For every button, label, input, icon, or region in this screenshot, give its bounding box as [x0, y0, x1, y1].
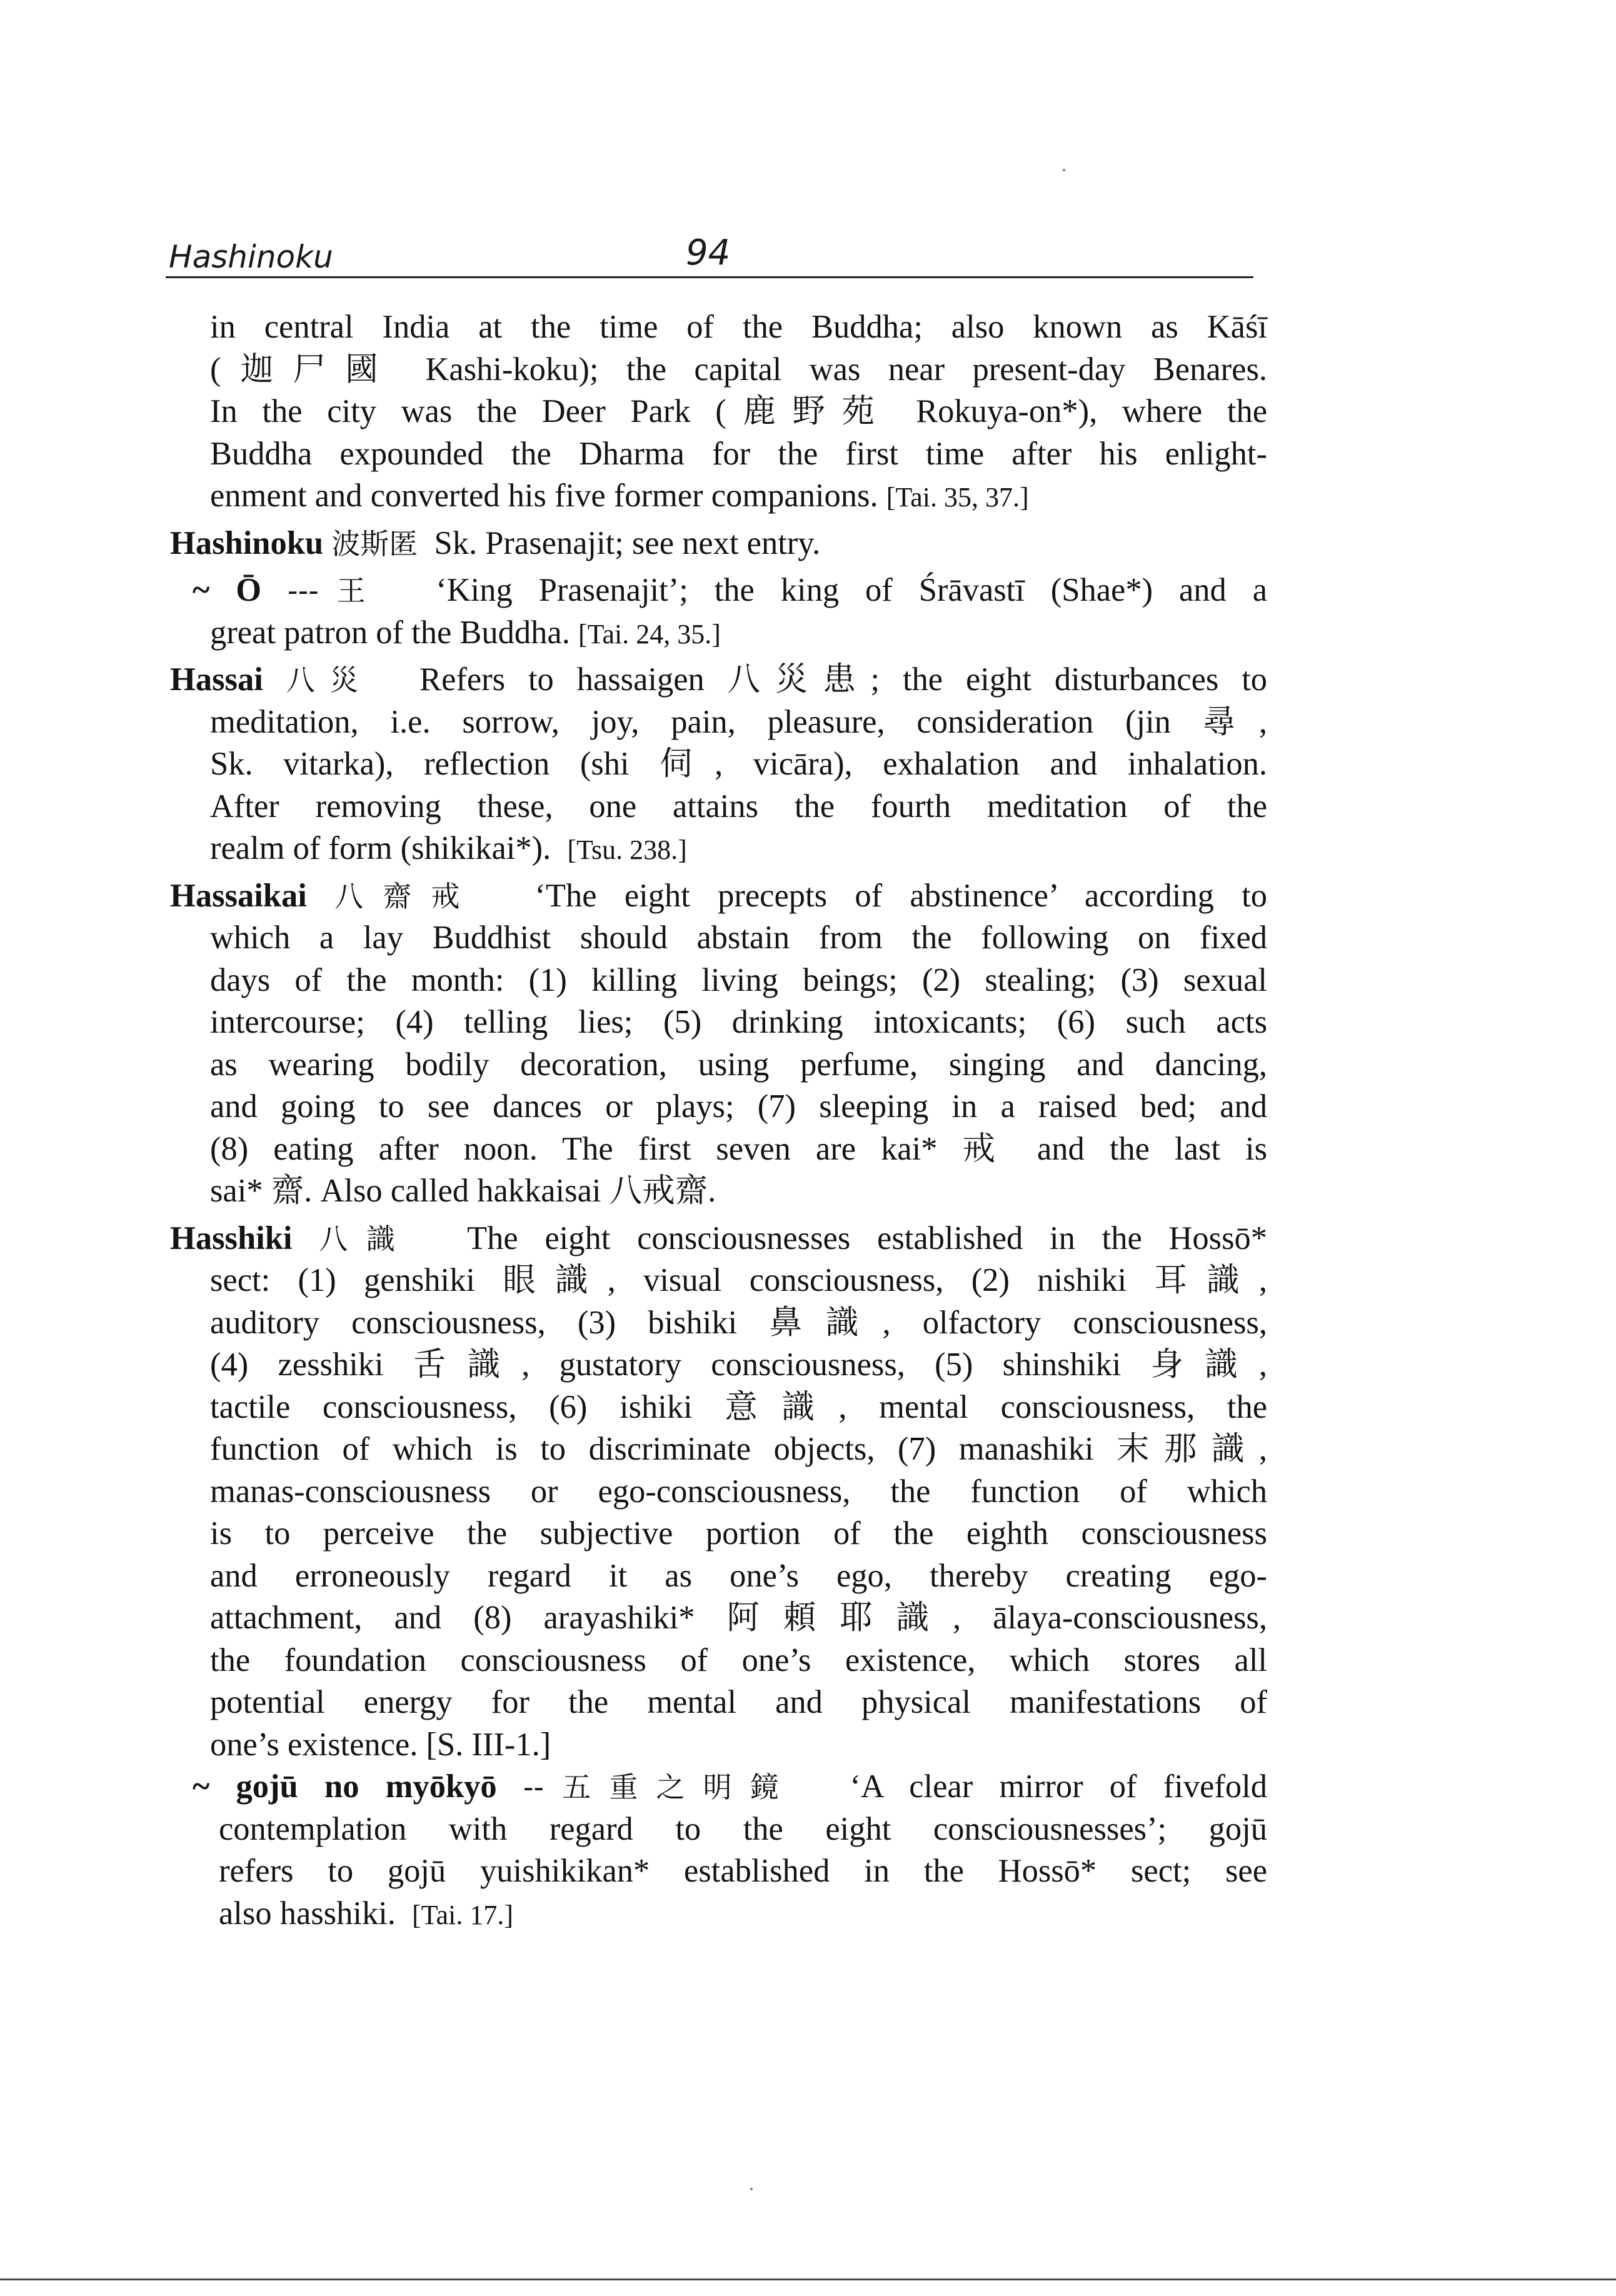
entry-line: contemplation with regard to the eight consciousnesses’; gojū — [219, 1810, 1267, 1847]
entry-line: (4) zesshiki 舌識, gustatory consciousness, (5) shinshiki 身識, — [210, 1346, 1267, 1383]
entry-line — [170, 1766, 1267, 1808]
scan-bottom-edge — [0, 2278, 1616, 2280]
scan-speck — [750, 2188, 753, 2190]
headword-kanji: 八識 — [319, 1221, 414, 1256]
entry-text: enment and converted his five former companions. — [210, 478, 878, 514]
entry-line: sect: (1) genshiki 眼識, visual consciousness, (2) nishiki 耳識, — [210, 1262, 1267, 1298]
headword-kanji: 波斯匿 — [331, 526, 418, 561]
entry-line: sai* 齋. Also called hakkaisai 八戒齋. — [210, 1173, 716, 1209]
entry-text: ‘The eight precepts of abstinence’ according to — [534, 877, 1268, 914]
citation: [Tsu. 238.] — [567, 835, 687, 865]
entry-line — [170, 875, 1267, 918]
entry-line: is to perceive the subjective portion of the eighth consciousness — [210, 1515, 1267, 1552]
entry-line: Buddha expounded the Dharma for the first time after his enlight- — [210, 435, 1267, 472]
entry-line: tactile consciousness, (6) ishiki 意識, mental consciousness, the — [210, 1388, 1267, 1425]
entry-line — [170, 569, 1267, 612]
headword: Hassai — [170, 661, 263, 698]
entry-line: and going to see dances or plays; (7) sleeping in a raised bed; and — [210, 1088, 1267, 1125]
entry-line — [170, 612, 1267, 654]
entry-line — [170, 475, 1267, 518]
headword-kanji: ---王 — [288, 574, 384, 608]
entry-line: and erroneously regard it as one’s ego, thereby creating ego- — [210, 1557, 1267, 1594]
entry-line: the foundation consciousness of one’s existence, which stores all — [210, 1642, 1267, 1678]
headword-kanji: --五重之明鏡 — [523, 1770, 797, 1804]
entry-line: attachment, and (8) arayashiki* 阿頼耶識, ālaya-consciousness, — [210, 1600, 1267, 1636]
running-head: Hashinoku — [169, 239, 333, 275]
entry-line: In the city was the Deer Park (鹿野苑 Rokuya-on*), where the — [210, 393, 1267, 429]
entry-hassai — [170, 659, 1267, 870]
page-number: 94 — [686, 233, 731, 273]
entry-hashinoku — [170, 523, 1267, 565]
citation: [Tai. 35, 37.] — [886, 482, 1029, 513]
entry-line: Sk. vitarka), reflection (shi 伺, vicāra), exhalation and inhalation. — [210, 746, 1267, 782]
headword: ~ gojū no myōkyō — [193, 1768, 497, 1805]
citation: [Tai. 17.] — [412, 1899, 514, 1930]
entry-hasshiki — [170, 1218, 1267, 1767]
headword: Hasshiki — [170, 1220, 293, 1256]
entry-hashinoku-o — [170, 569, 1267, 654]
entry-text: great patron of the Buddha. — [210, 614, 570, 651]
entry-line: (迦尸國 Kashi-koku); the capital was near present-day Benares. — [210, 351, 1267, 388]
entry-line: auditory consciousness, (3) bishiki 鼻識, olfactory consciousness, — [210, 1304, 1267, 1341]
entry-text: ‘King Prasenajit’; the king of Śrāvastī (Shae*) and a — [436, 572, 1268, 608]
entry-text: also hasshiki. — [219, 1895, 396, 1932]
entry-line — [170, 523, 1267, 565]
page-header — [166, 233, 1253, 278]
entry-line: in central India at the time of the Buddha; also known as Kāśī — [210, 309, 1267, 345]
entry-line: as wearing bodily decoration, using perfume, singing and dancing, — [210, 1046, 1267, 1083]
entry-text: ‘A clear mirror of fivefold — [850, 1768, 1267, 1805]
entry-line — [170, 1218, 1267, 1260]
entry-line: intercourse; (4) telling lies; (5) drinking intoxicants; (6) such acts — [210, 1004, 1267, 1040]
entry-line — [170, 659, 1267, 701]
entry-line — [170, 1893, 1267, 1935]
scan-speck — [1063, 169, 1065, 171]
entry-line: After removing these, one attains the fourth meditation of the — [210, 788, 1267, 825]
headword-kanji: 八齋戒 — [334, 879, 479, 913]
entry-text: Sk. Prasenajit; see next entry. — [434, 524, 821, 561]
entry-line: (8) eating after noon. The first seven are kai* 戒 and the last is — [210, 1130, 1267, 1167]
entry-line: function of which is to discriminate objects, (7) manashiki 末那識, — [210, 1431, 1267, 1467]
entry-line: manas-consciousness or ego-consciousness, the function of which — [210, 1473, 1267, 1510]
entry-hasshiki-goju-no-myokyo — [170, 1766, 1267, 1935]
entry-line: one’s existence. [S. III-1.] — [210, 1726, 551, 1763]
entry-line: days of the month: (1) killing living beings; (2) stealing; (3) sexual — [210, 961, 1267, 998]
headword-kanji: 八災 — [286, 663, 374, 697]
dictionary-body — [170, 306, 1267, 1935]
headword: Hassaikai — [170, 877, 307, 914]
entry-line: which a lay Buddhist should abstain from the following on fixed — [210, 920, 1267, 956]
entry-line — [170, 828, 1267, 870]
headword: ~ Ō — [193, 572, 262, 608]
citation: [Tai. 24, 35.] — [578, 618, 721, 649]
entry-text: The eight consciousnesses established in the Hossō* — [467, 1220, 1268, 1256]
entry-line: potential energy for the mental and physical manifestations of — [210, 1684, 1267, 1720]
entry-text: realm of form (shikikai*). — [210, 830, 551, 866]
entry-line: meditation, i.e. sorrow, joy, pain, pleasure, consideration (jin 尋, — [210, 703, 1267, 740]
headword: Hashinoku — [170, 524, 324, 561]
entry-continuation-kasi — [170, 306, 1267, 518]
entry-hassaikai — [170, 875, 1267, 1213]
entry-text: Refers to hassaigen 八災患; the eight disturbances to — [419, 661, 1268, 698]
entry-line: refers to gojū yuishikikan* established in the Hossō* sect; see — [219, 1853, 1267, 1889]
